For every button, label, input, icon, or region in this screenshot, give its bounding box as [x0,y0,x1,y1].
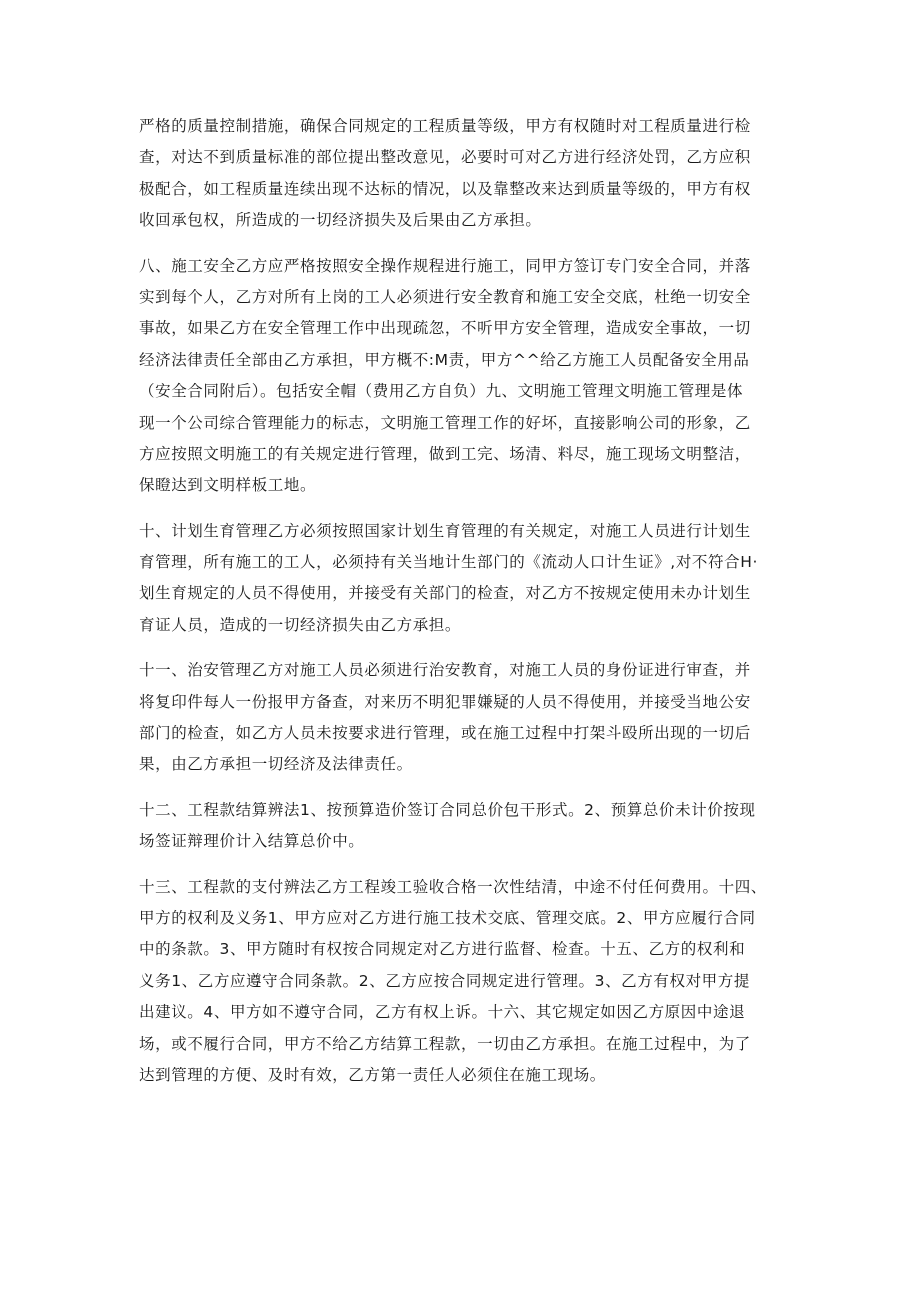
text-line: 八、施工安全乙方应严格按照安全操作规程进行施工，同甲方签订专门安全合同，并落 [139,256,751,275]
paragraph [139,516,787,642]
text-line: 十三、工程款的支付辨法乙方工程竣工验收合格一次性结清，中途不付任何费用。十四、 [139,877,767,896]
paragraph [139,111,787,237]
text-line: 育管理，所有施工的工人，必须持有关当地计生部门的《流动人口计生证》,对不符合H· [139,553,759,572]
text-line: 十二、工程款结算辨法1、按预算造价签订合同总价包干形式。2、预算总价未计价按现 [139,800,756,819]
text-line: （安全合同附后）。包括安全帽（费用乙方自负）九、文明施工管理文明施工管理是体 [139,382,744,401]
document-body [139,111,787,1105]
text-line: 部门的检查，如乙方人员未按要求进行管理，或在施工过程中打架斗殴所出现的一切后 [139,724,751,743]
text-line: 严格的质量控制措施，确保合同规定的工程质量等级，甲方有权随时对工程质量进行检 [139,117,751,135]
text-line: 十一、治安管理乙方对施工人员必须进行治安教育，对施工人员的身份证进行审查，并 [139,661,751,680]
text-line: 事故，如果乙方在安全管理工作中出现疏忽，不听甲方安全管理，造成安全事故，一切 [139,319,751,338]
text-line: 果，由乙方承担一切经济及法律责任。 [139,755,413,774]
text-line: 场签证辩理价计入结算总价中。 [139,832,365,851]
text-line: 达到管理的方便、及时有效，乙方第一责任人必须住在施工现场。 [139,1065,606,1084]
text-line: 方应按照文明施工的有关规定进行管理，做到工完、场清、料尽，施工现场文明整洁， [139,444,751,463]
text-line: 收回承包权，所造成的一切经济损失及后果由乙方承担。 [139,211,542,230]
text-line: 查，对达不到质量标准的部位提出整改意见，必要时可对乙方进行经济处罚，乙方应积 [139,148,751,167]
text-line: 甲方的权利及义务1、甲方应对乙方进行施工技术交底、管理交底。2、甲方应履行合同 [139,908,756,927]
text-line: 将复印件每人一份报甲方备查，对来历不明犯罪嫌疑的人员不得使用，并接受当地公安 [139,692,751,711]
text-line: 出建议。4、甲方如不遵守合同，乙方有权上诉。十六、其它规定如因乙方原因中途退 [139,1003,746,1022]
text-line: 义务1、乙方应遵守合同条款。2、乙方应按合同规定进行管理。3、乙方有权对甲方提 [139,971,750,990]
paragraph [139,872,787,1092]
text-line: 实到每个人，乙方对所有上岗的工人必须进行安全教育和施工安全交底，杜绝一切安全 [139,287,751,306]
text-line: 极配合，如工程质量连续出现不达标的情况，以及靠整改来达到质量等级的，甲方有权 [139,179,751,198]
paragraph [139,655,787,781]
paragraph [139,251,787,502]
paragraph [139,795,787,858]
text-line: 十、计划生育管理乙方必须按照国家计划生育管理的有关规定，对施工人员进行计划生 [139,521,751,540]
text-line: 育证人员，造成的一切经济损失由乙方承担。 [139,615,462,634]
text-line: 现一个公司综合管理能力的标志，文明施工管理工作的好坏，直接影响公司的形象，乙 [139,413,751,432]
text-line: 划生育规定的人员不得使用，并接受有关部门的检查，对乙方不按规定使用未办计划生 [139,584,751,603]
text-line: 场，或不履行合同，甲方不给乙方结算工程款，一切由乙方承担。在施工过程中，为了 [139,1034,751,1053]
text-line: 保瞪达到文明样板工地。 [139,476,317,495]
text-line: 中的条款。3、甲方随时有权按合同规定对乙方进行监督、检查。十五、乙方的权利和 [139,940,746,959]
text-line: 经济法律责任全部由乙方承担，甲方概不:M责，甲方^^给乙方施工人员配备安全用品 [139,350,750,369]
